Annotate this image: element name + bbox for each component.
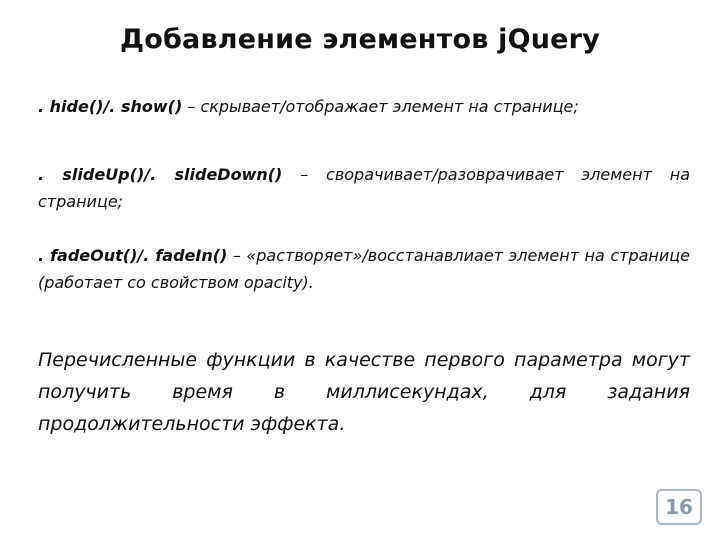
method-description: – сворачивает/разоврачивает элемент на странице; xyxy=(38,165,690,211)
method-name: . fadeOut()/. fadeIn() xyxy=(38,246,228,265)
slide-title: Добавление элементов jQuery xyxy=(120,24,600,55)
method-description: – скрывает/отображает элемент на странице; xyxy=(182,97,579,116)
list-item xyxy=(38,161,690,215)
slide-number-badge: 16 xyxy=(656,489,702,525)
list-item xyxy=(38,242,690,296)
note-paragraph: Перечисленные функции в качестве первого параметра могут получить время в миллисекундах, для задания продолжительности эффекта. xyxy=(38,349,690,435)
method-name: . hide()/. show() xyxy=(38,97,183,116)
method-description: – «растворяет»/восстанавлиает элемент на странице (работает со свойством opacity). xyxy=(38,246,691,292)
list-item xyxy=(38,93,690,120)
method-name: . slideUp()/. slideDown() xyxy=(38,165,283,184)
